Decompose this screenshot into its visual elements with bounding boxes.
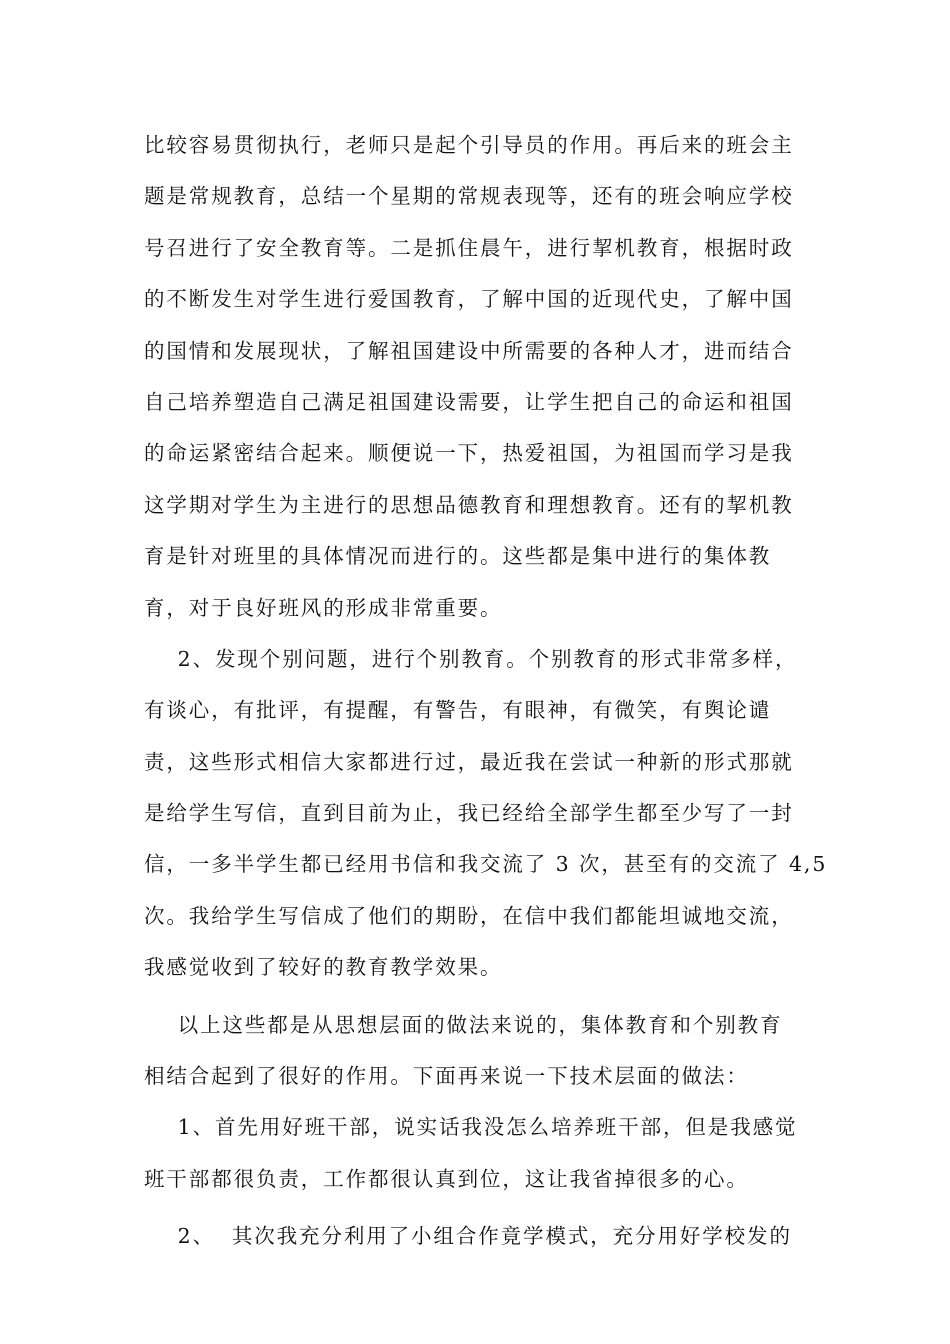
text-line: 号召进行了安全教育等。二是抓住晨午，进行挈机教育，根据时政 [144, 235, 794, 260]
text-line: 的国情和发展现状，了解祖国建设中所需要的各种人才，进而结合 [144, 338, 794, 363]
text-line: 题是常规教育，总结一个星期的常规表现等，还有的班会响应学校 [144, 184, 794, 209]
text-line: 有谈心，有批评，有提醒，有警告，有眼神，有微笑，有舆论谴 [144, 698, 772, 723]
text-line: 的命运紧密结合起来。顺便说一下，热爱祖国，为祖国而学习是我 [144, 441, 794, 466]
text-line: 自己培养塑造自己满足祖国建设需要，让学生把自己的命运和祖国 [144, 389, 794, 414]
paragraph-start-line: 1、首先用好班干部，说实话我没怎么培养班干部，但是我感觉 [144, 1115, 798, 1140]
text-line: 是给学生写信，直到目前为止，我已经给全部学生都至少写了一封 [144, 801, 794, 826]
paragraph-start-line: 以上这些都是从思想层面的做法来说的，集体教育和个别教育 [144, 1012, 783, 1037]
text-line: 责，这些形式相信大家都进行过，最近我在尝试一种新的形式那就 [144, 749, 794, 774]
text-line: 育，对于良好班风的形成非常重要。 [144, 595, 503, 620]
text-line: 次。我给学生写信成了他们的期盼，在信中我们都能坦诚地交流， [144, 903, 794, 928]
text-line: 比较容易贯彻执行，老师只是起个引导员的作用。再后来的班会主 [144, 133, 794, 157]
text-line: 班干部都很负责，工作都很认真到位，这让我省掉很多的心。 [144, 1166, 749, 1191]
paragraph-start-line: 2、 其次我充分利用了小组合作竟学模式，充分用好学校发的 [144, 1224, 792, 1249]
text-line: 育是针对班里的具体情况而进行的。这些都是集中进行的集体教 [144, 544, 772, 569]
text-line: 我感觉收到了较好的教育教学效果。 [144, 955, 503, 980]
text-line: 的不断发生对学生进行爱国教育，了解中国的近现代史，了解中国 [144, 287, 794, 312]
text-line: 信，一多半学生都已经用书信和我交流了 3 次，甚至有的交流了 4,5 [144, 852, 828, 877]
text-line: 相结合起到了很好的作用。下面再来说一下技术层面的做法： [144, 1064, 749, 1089]
text-line: 这学期对学生为主进行的思想品德教育和理想教育。还有的挈机教 [144, 492, 794, 517]
body-text [144, 130, 828, 1273]
paragraph-start-line: 2、发现个别问题，进行个别教育。个别教育的形式非常多样， [144, 646, 798, 671]
